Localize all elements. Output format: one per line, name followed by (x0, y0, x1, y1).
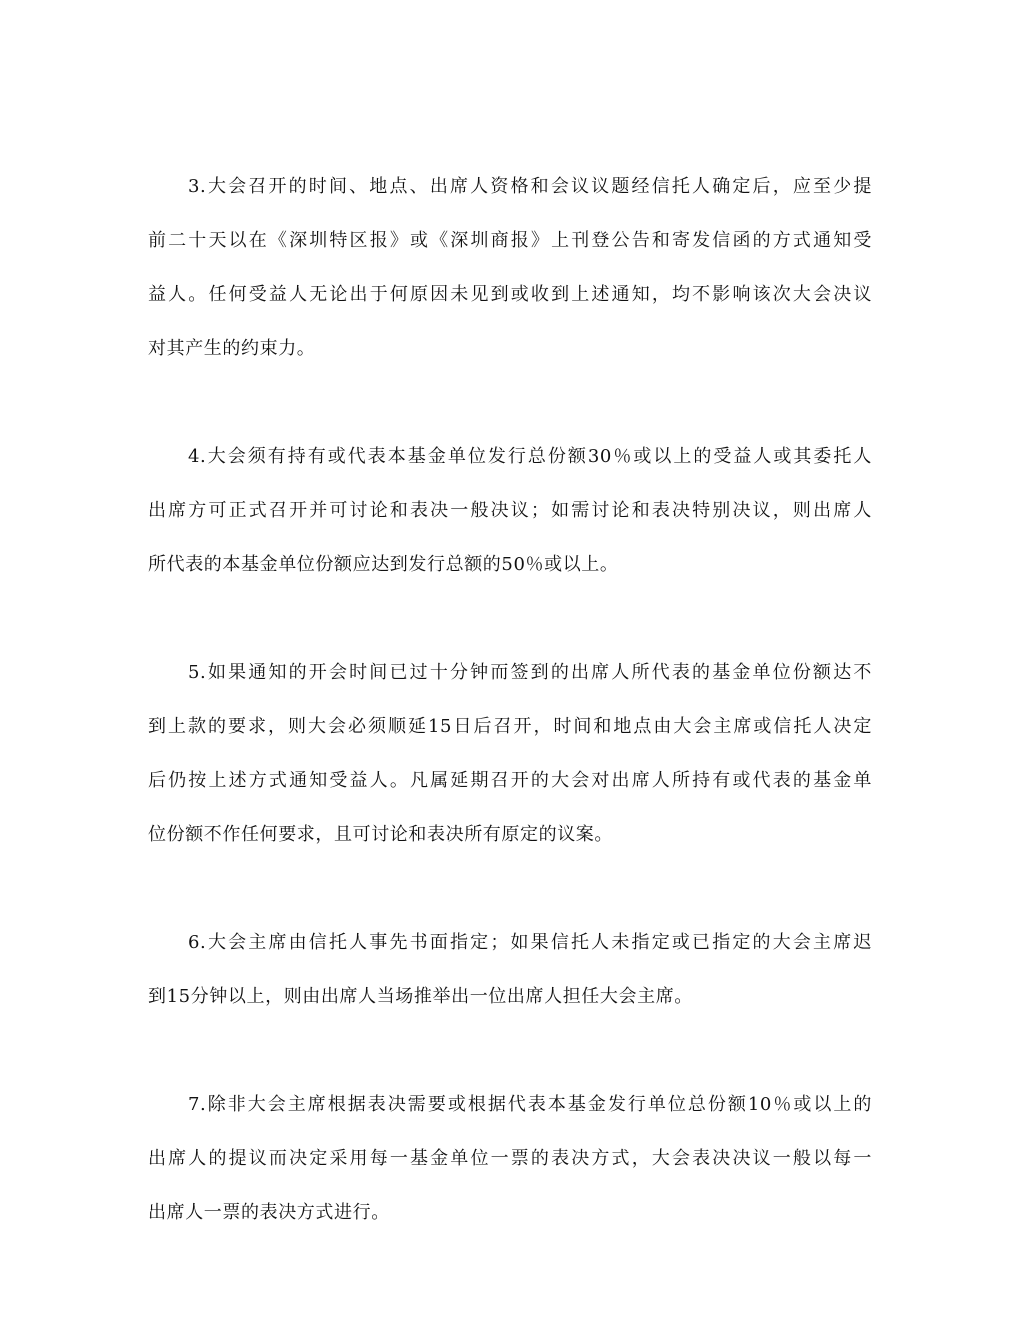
paragraph-line: 出席人一票的表决方式进行。 (148, 1202, 390, 1223)
paragraph-spacer (148, 1024, 872, 1078)
paragraph-spacer (148, 376, 872, 430)
paragraph-line: 到15分钟以上，则由出席人当场推举出一位出席人担任大会主席。 (148, 986, 693, 1007)
paragraph-line: 后仍按上述方式通知受益人。凡属延期召开的大会对出席人所持有或代表的基金单 (148, 770, 872, 791)
paragraph-line: 出席人的提议而决定采用每一基金单位一票的表决方式，大会表决决议一般以每一 (148, 1148, 872, 1169)
paragraph-line: 所代表的本基金单位份额应达到发行总额的50％或以上。 (148, 554, 619, 575)
paragraph-line: 4.大会须有持有或代表本基金单位发行总份额30％或以上的受益人或其委托人 (188, 446, 872, 467)
paragraph-line: 3.大会召开的时间、地点、出席人资格和会议议题经信托人确定后，应至少提 (188, 176, 872, 197)
paragraph-line: 5.如果通知的开会时间已过十分钟而签到的出席人所代表的基金单位份额达不 (188, 662, 872, 683)
paragraph-line: 7.除非大会主席根据表决需要或根据代表本基金发行单位总份额10％或以上的 (188, 1094, 872, 1115)
paragraph-line: 对其产生的约束力。 (148, 338, 316, 359)
paragraph-line: 6.大会主席由信托人事先书面指定；如果信托人未指定或已指定的大会主席迟 (188, 932, 872, 953)
paragraph-spacer (148, 862, 872, 916)
paragraph-4 (148, 430, 872, 592)
paragraph-line: 到上款的要求，则大会必须顺延15日后召开，时间和地点由大会主席或信托人决定 (148, 716, 872, 737)
paragraph-line: 前二十天以在《深圳特区报》或《深圳商报》上刊登公告和寄发信函的方式通知受 (148, 230, 872, 251)
document-body (148, 160, 872, 1240)
paragraph-7 (148, 1078, 872, 1240)
paragraph-line: 位份额不作任何要求，且可讨论和表决所有原定的议案。 (148, 824, 613, 845)
paragraph-line: 出席方可正式召开并可讨论和表决一般决议；如需讨论和表决特别决议，则出席人 (148, 500, 872, 521)
paragraph-6 (148, 916, 872, 1024)
paragraph-5 (148, 646, 872, 862)
paragraph-spacer (148, 592, 872, 646)
paragraph-line: 益人。任何受益人无论出于何原因未见到或收到上述通知，均不影响该次大会决议 (148, 284, 872, 305)
paragraph-3 (148, 160, 872, 376)
